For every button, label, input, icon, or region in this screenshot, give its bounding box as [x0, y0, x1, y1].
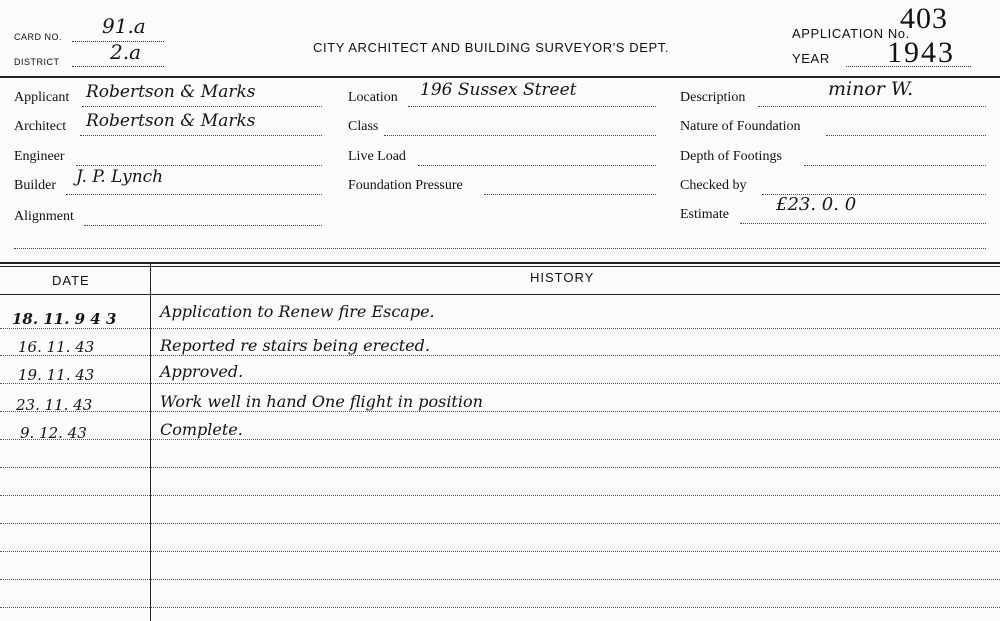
row-line	[0, 523, 1000, 524]
application-label: APPLICATION No.	[792, 26, 910, 41]
applicant-label: Applicant	[14, 90, 70, 105]
applicant-fill-line	[82, 106, 322, 107]
history-column-header: HISTORY	[530, 270, 595, 285]
architect-fill-line	[80, 135, 322, 136]
history-date: 18. 11. 9 4 3	[12, 310, 117, 328]
architect-value: Robertson & Marks	[86, 111, 256, 131]
description-label: Description	[680, 90, 746, 105]
engineer-fill-line	[76, 165, 322, 166]
history-date: 19. 11. 43	[18, 366, 95, 384]
district-label: DISTRICT	[14, 57, 60, 67]
builder-value: J. P. Lynch	[76, 167, 164, 187]
builder-fill-line	[66, 194, 322, 195]
description-value: minor W.	[828, 78, 914, 100]
row-line	[0, 439, 1000, 440]
department-title: CITY ARCHITECT AND BUILDING SURVEYOR'S DEPT.	[313, 40, 670, 55]
checked-by-label: Checked by	[680, 178, 747, 193]
class-fill-line	[384, 135, 656, 136]
applicant-value: Robertson & Marks	[86, 82, 256, 102]
foundation-pressure-fill-line	[484, 194, 656, 195]
live-load-fill-line	[418, 165, 656, 166]
alignment-fill-line	[84, 225, 322, 226]
blank-fill-line	[14, 248, 986, 249]
depth-of-footings-label: Depth of Footings	[680, 149, 782, 164]
estimate-label: Estimate	[680, 207, 729, 222]
history-entry: Work well in hand One flight in position	[160, 392, 483, 411]
live-load-label: Live Load	[348, 149, 406, 164]
district-value: 2.a	[110, 40, 142, 64]
nature-of-foundation-fill-line	[826, 135, 986, 136]
location-value: 196 Sussex Street	[420, 80, 577, 100]
description-fill-line	[758, 106, 986, 107]
architect-label: Architect	[14, 119, 67, 134]
row-line	[0, 467, 1000, 468]
estimate-value: £23. 0. 0	[776, 194, 857, 215]
history-date: 16. 11. 43	[18, 338, 95, 356]
history-entry: Complete.	[160, 420, 243, 439]
card-no-label: CARD NO.	[14, 32, 63, 42]
date-column-divider	[150, 264, 151, 621]
estimate-fill-line	[740, 223, 986, 224]
history-entry: Approved.	[160, 362, 244, 381]
location-fill-line	[408, 106, 656, 107]
location-label: Location	[348, 90, 398, 105]
date-column-header: DATE	[52, 273, 90, 288]
district-fill-line	[72, 66, 164, 67]
card-no-value: 91.a	[102, 14, 146, 38]
row-line	[0, 355, 1000, 356]
row-line	[0, 551, 1000, 552]
builder-label: Builder	[14, 178, 56, 193]
row-line	[0, 579, 1000, 580]
class-label: Class	[348, 119, 379, 134]
history-entry: Reported re stairs being erected.	[160, 336, 430, 355]
application-number: 403	[900, 2, 948, 35]
year-label: YEAR	[792, 51, 830, 66]
row-line	[0, 411, 1000, 412]
row-line	[0, 607, 1000, 608]
row-line	[0, 495, 1000, 496]
foundation-pressure-label: Foundation Pressure	[348, 178, 463, 193]
year-value: 1943	[887, 36, 955, 69]
history-entry: Application to Renew fire Escape.	[160, 302, 435, 321]
nature-of-foundation-label: Nature of Foundation	[680, 119, 801, 134]
row-line	[0, 328, 1000, 329]
row-line	[0, 383, 1000, 384]
alignment-label: Alignment	[14, 209, 74, 224]
history-date: 9. 12. 43	[20, 424, 87, 442]
history-date: 23. 11. 43	[16, 396, 93, 414]
depth-of-footings-fill-line	[804, 165, 986, 166]
engineer-label: Engineer	[14, 149, 65, 164]
